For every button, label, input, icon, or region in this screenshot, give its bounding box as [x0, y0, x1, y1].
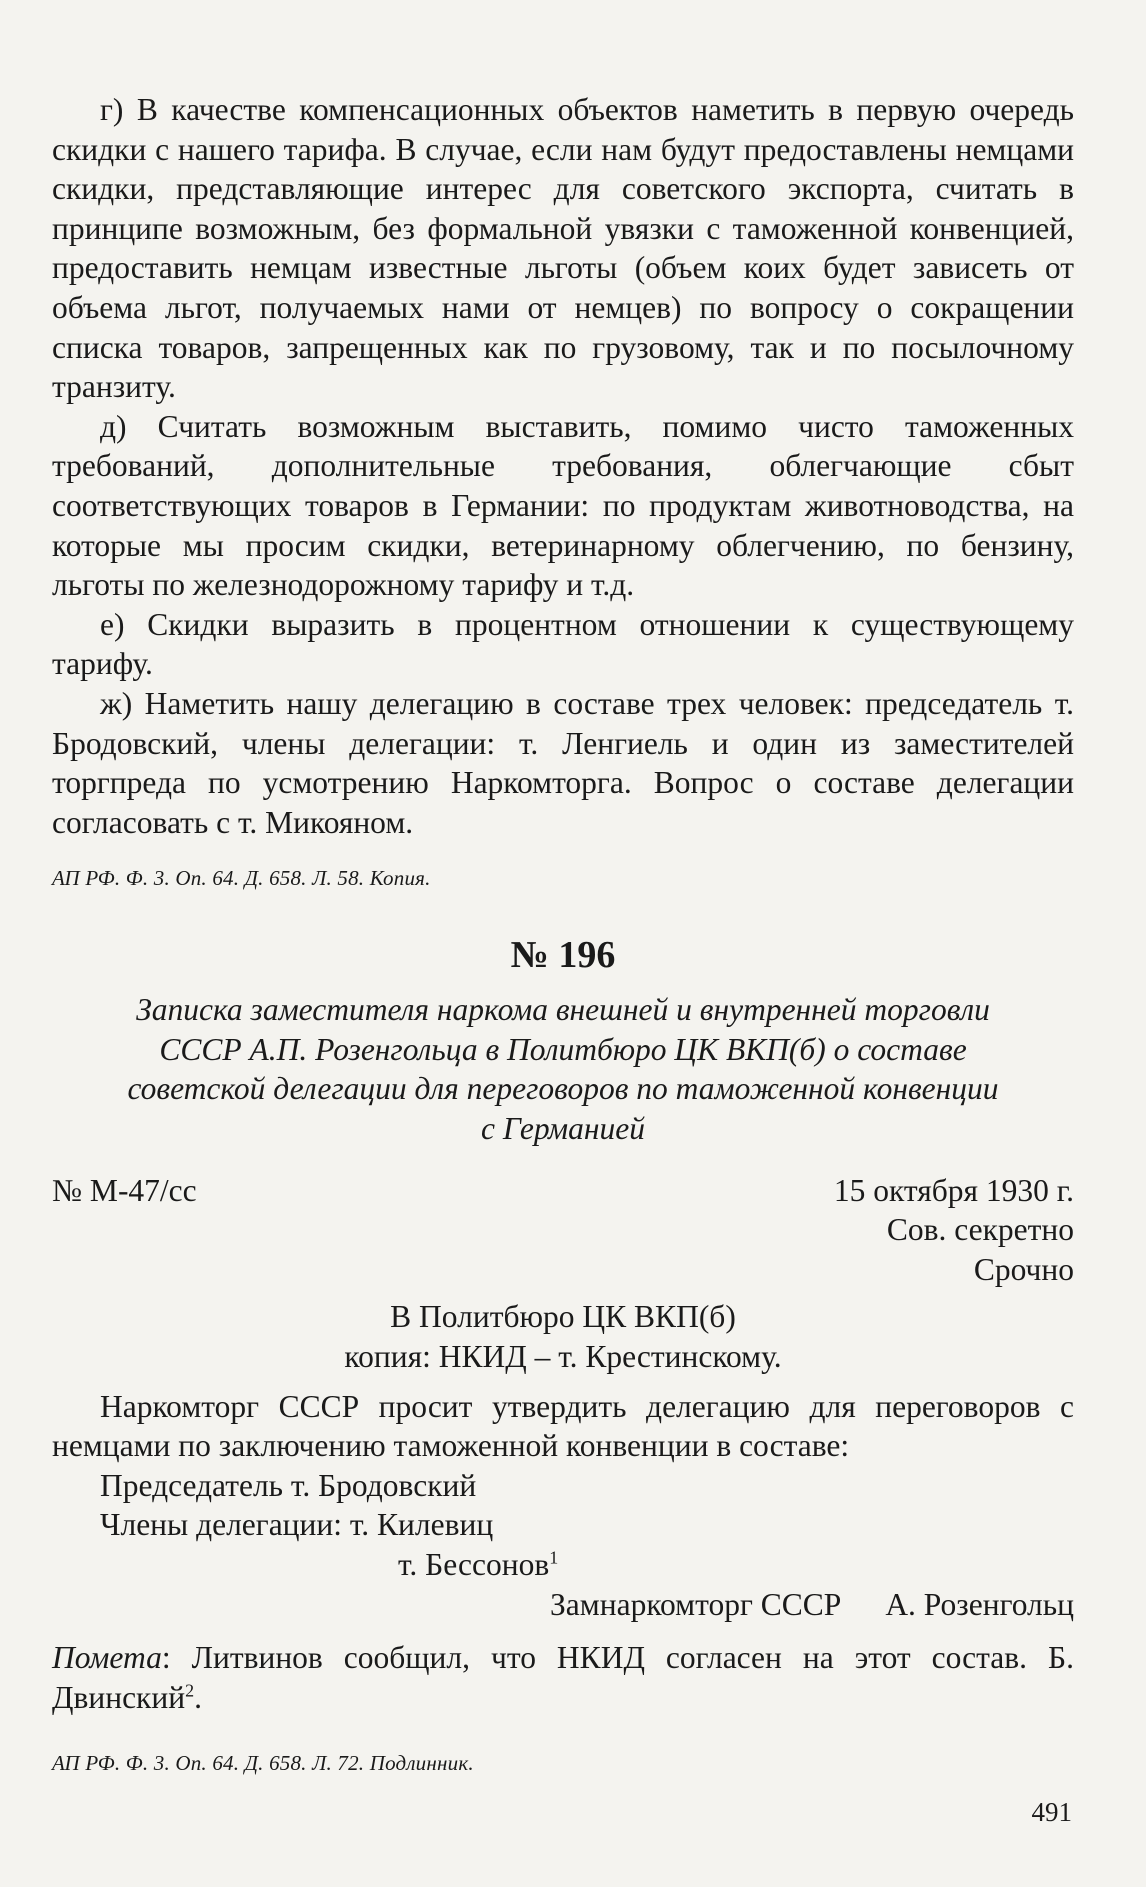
annotation-note	[52, 1638, 1074, 1717]
paragraph-zh: ж) Наметить нашу делегацию в составе трех человек: председатель т. Бродовский, члены делегации: т. Ленгиель и один из заместителей торгпреда по усмотрению Наркомторга. Вопрос о составе делегации согласовать с т. Микояном.	[52, 685, 1074, 840]
signer-post: Замнаркомторг СССР	[550, 1586, 842, 1622]
page-content	[52, 90, 1074, 1777]
document-title: Записка заместителя наркома внешней и внутренней торговли СССР А.П. Розенгольца в Политбюро ЦК ВКП(б) о составе советской делегации для переговоров по таможенной конвенции с Германией	[127, 992, 999, 1147]
memo-body	[52, 1387, 1074, 1585]
addressee-block	[52, 1297, 1074, 1376]
addressee: В Политбюро ЦК ВКП(б)	[390, 1299, 736, 1335]
delegation-members: Члены делегации: т. Килевиц	[100, 1507, 494, 1543]
signer-name: А. Розенгольц	[885, 1586, 1074, 1622]
note-label: Помета	[52, 1640, 162, 1676]
delegation-member-2	[52, 1545, 1074, 1585]
secrecy-mark: Сов. секретно	[886, 1212, 1074, 1248]
paragraph-e: е) Скидки выразить в процентном отношении к существующему тарифу.	[52, 606, 1074, 682]
note-end: .	[194, 1679, 202, 1715]
document-number: № 196	[510, 934, 616, 977]
registration-number: № М-47/сс	[52, 1172, 197, 1208]
note-text: : Литвинов сообщил, что НКИД согласен на этот состав.	[161, 1640, 1028, 1676]
document-date: 15 октября 1930 г.	[833, 1172, 1074, 1208]
urgency-mark: Срочно	[973, 1251, 1074, 1287]
paragraph-g: г) В качестве компенсационных объектов наметить в первую очередь скидки с нашего тарифа. В случае, если нам будут предоставлены немцами скидки, представляющие интерес для советского экспорта, считать в принципе возможным, без формальной увязки с таможенной конвенцией, предоставить немцам известные льготы (объем коих будет зависеть от объема льгот, получаемых нами от немцев) по вопросу о сокращении списка товаров, запрещенных как по грузовому, так и по посылочному транзиту.	[52, 92, 1074, 405]
memo-request: Наркомторг СССР просит утвердить делегацию для переговоров с немцами по заключению таможенной конвенции в составе:	[52, 1388, 1074, 1464]
archive-source: АП РФ. Ф. 3. Оп. 64. Д. 658. Л. 72. Подлинник.	[52, 1750, 474, 1775]
archive-source-prev: АП РФ. Ф. 3. Оп. 64. Д. 658. Л. 58. Копия.	[52, 866, 431, 891]
delegation-chair: Председатель т. Бродовский	[100, 1467, 477, 1503]
copy-to: копия: НКИД – т. Крестинскому.	[344, 1339, 782, 1375]
paragraph-d: д) Считать возможным выставить, помимо чисто таможенных требований, дополнительные требования, облегчающие сбыт соответствующих товаров в Германии: по продуктам животноводства, на которые мы просим скидки, ветеринарному облегчению, по бензину, льготы по железнодорожному тарифу и т.д.	[52, 408, 1074, 603]
footnote-ref-1: 1	[549, 1547, 559, 1568]
document-meta-row	[52, 1171, 1074, 1211]
member-2-name: т. Бессонов	[398, 1547, 550, 1582]
page-number: 491	[1031, 1797, 1072, 1827]
note-author: Б. Двинский	[52, 1640, 1075, 1715]
signature	[52, 1585, 1074, 1625]
footnote-ref-2: 2	[185, 1680, 195, 1701]
